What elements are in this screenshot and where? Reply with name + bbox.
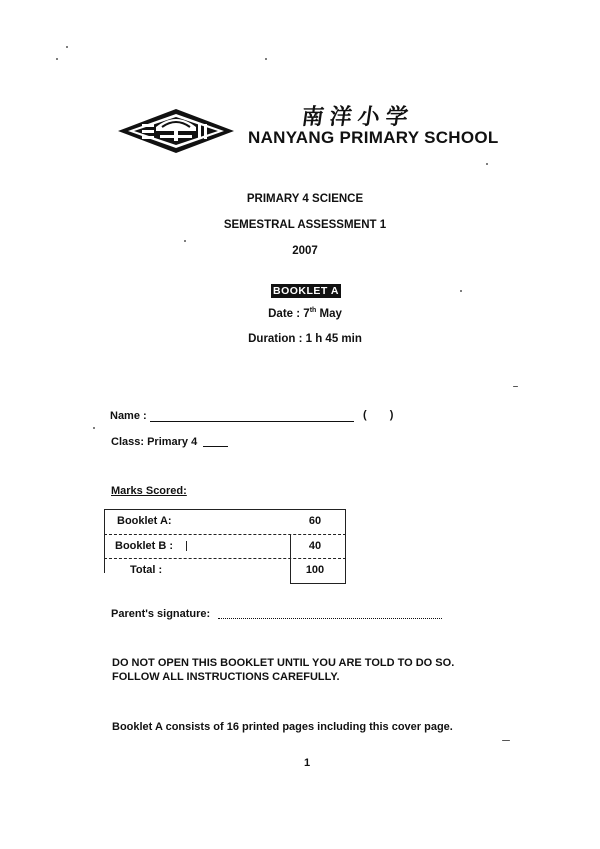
total-marks: 100 <box>305 564 325 576</box>
assessment-title: SEMESTRAL ASSESSMENT 1 <box>223 219 387 231</box>
booklet-b-label: Booklet B : <box>115 540 174 552</box>
booklet-badge: BOOKLET A <box>273 285 339 297</box>
class-label: Class: Primary 4 <box>111 436 198 448</box>
scan-speck <box>66 46 68 48</box>
name-label: Name : <box>110 410 147 422</box>
marks-scored-title: Marks Scored: <box>111 485 187 497</box>
parent-signature-field[interactable] <box>218 618 442 619</box>
class-field[interactable] <box>203 446 228 447</box>
exam-duration <box>0 333 600 345</box>
date-month: May <box>319 307 342 320</box>
subject-title: PRIMARY 4 SCIENCE <box>246 193 364 205</box>
booklet-a-label: Booklet A: <box>117 515 172 527</box>
date-day-suffix: th <box>309 307 317 314</box>
duration-label: Duration : <box>248 333 303 345</box>
scan-speck <box>93 427 95 429</box>
assessment-year: 2007 <box>292 245 318 257</box>
register-number-field[interactable]: ( ) <box>363 409 394 421</box>
booklet-a-marks: 60 <box>308 515 322 527</box>
duration-value: 1 h 45 min <box>305 333 362 345</box>
scan-speck <box>265 58 267 60</box>
scan-speck <box>56 58 58 60</box>
instruction-line-2: FOLLOW ALL INSTRUCTIONS CAREFULLY. <box>112 671 340 683</box>
marks-table <box>104 509 346 584</box>
instruction-line-1: DO NOT OPEN THIS BOOKLET UNTIL YOU ARE TOLD TO DO SO. <box>112 657 455 669</box>
school-name: NANYANG PRIMARY SCHOOL <box>248 128 499 147</box>
total-label: Total : <box>130 564 163 576</box>
booklet-b-marks: 40 <box>308 540 322 552</box>
scan-speck <box>486 163 488 165</box>
scan-speck <box>184 240 186 242</box>
school-logo <box>118 107 234 155</box>
school-name-chinese: 南洋小学 <box>299 104 416 130</box>
scan-speck <box>502 740 510 741</box>
scan-speck <box>460 290 462 292</box>
page-number: 1 <box>304 757 311 769</box>
page-count-note: Booklet A consists of 16 printed pages including this cover page. <box>112 721 453 733</box>
name-field[interactable] <box>150 421 354 422</box>
parent-signature-label: Parent's signature: <box>111 608 211 620</box>
date-day: 7 <box>303 307 310 320</box>
scan-speck <box>513 386 518 387</box>
exam-date <box>0 307 600 320</box>
date-label: Date : <box>268 307 301 320</box>
